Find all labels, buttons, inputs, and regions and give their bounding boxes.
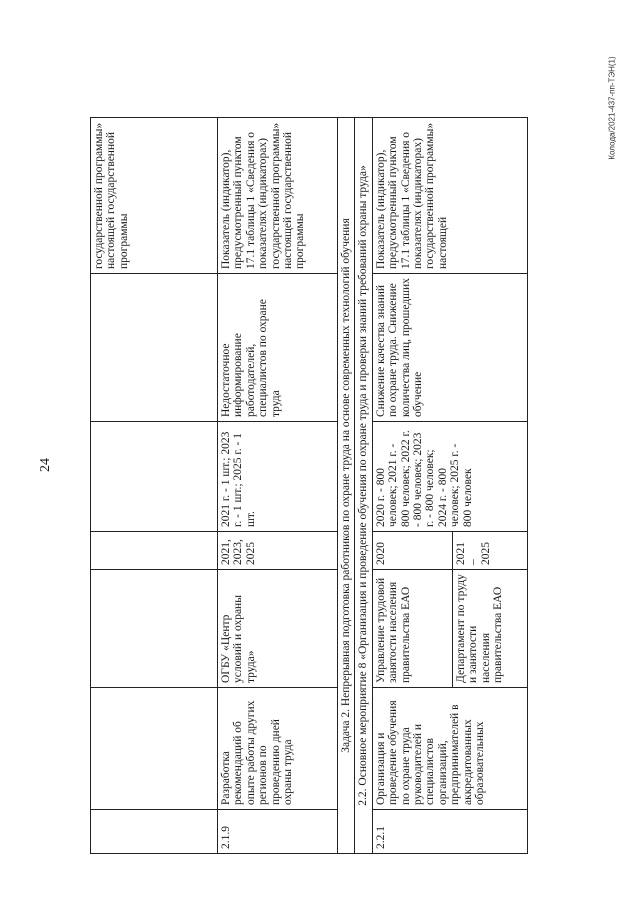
table-row-top <box>91 118 218 854</box>
cell-empty <box>91 688 218 810</box>
cell-years: 2020 <box>372 532 452 570</box>
program-table <box>90 117 528 854</box>
cell-result: 2020 г. - 800 человек; 2021 г. - 800 человек; 2022 г. - 800 человек; 2023 г. - 800 человек; 2024 г. - 800 человек; 2025 г. - 800 человек <box>372 422 527 532</box>
table-row-activity <box>355 118 372 854</box>
cell-number: 2.2.1 <box>372 810 527 854</box>
cell-executor: ОГБУ «Центр условий и охраны труда» <box>218 570 338 688</box>
cell-empty <box>91 532 218 570</box>
cell-activity-name: Организация и проведение обучения по охране труда руководителей и специалистов организаций, предпринимателей в аккредитованных образовательных <box>372 688 527 810</box>
cell-consequence: Снижение качества знаний по охране труда. Снижение количества лиц, прошедших обучение <box>372 274 527 422</box>
cell-years: 2021, 2023, 2025 <box>218 532 338 570</box>
cell-executor: Управление трудовой занятости населения правительства ЕАО <box>372 570 452 688</box>
task-heading: Задача 2. Непрерывная подготовка работников по охране труда на основе современных технологий обучения <box>338 118 355 854</box>
cell-empty <box>91 810 218 854</box>
table-row-2-2-1-a <box>372 118 452 854</box>
document-code: Колода/2021-437-пп-ТЭН(1) <box>607 56 617 160</box>
cell-result: 2021 г. - 1 шт.; 2023 г. - 1 шт.; 2025 г. - 1 шт. <box>218 422 338 532</box>
cell-empty <box>91 274 218 422</box>
cell-executor: Департамент по труду и занятости населения правительства ЕАО <box>452 570 527 688</box>
table-row-2-1-9 <box>218 118 338 854</box>
activity-heading: 2.2. Основное мероприятие 8 «Организация и проведение обучения по охране труда и проверки знаний требований охраны труда» <box>355 118 372 854</box>
cell-activity-name: Разработка рекомендаций об опыте работы других регионов по проведению дней охраны труда <box>218 688 338 810</box>
cell-empty <box>91 422 218 532</box>
cell-empty <box>91 570 218 688</box>
rotated-table-area <box>90 118 545 854</box>
cell-consequence: Недостаточное информирование работодателей, специалистов по охране труда <box>218 274 338 422</box>
table-row-task <box>338 118 355 854</box>
cell-number: 2.1.9 <box>218 810 338 854</box>
cell-indicator: государственной программы» настоящей государственной программы <box>91 118 218 274</box>
cell-indicator: Показатель (индикатор), предусмотренный пунктом 17.1 таблицы 1 «Сведения о показателях (индикаторах) государственной программы» настоящей государственной программы <box>218 118 338 274</box>
cell-indicator: Показатель (индикатор), предусмотренный пунктом 17.1 таблицы 1 «Сведения о показателях (индикаторах) государственной программы» настоящей <box>372 118 527 274</box>
page-number: 24 <box>38 458 53 472</box>
cell-years: 2021 – 2025 <box>452 532 527 570</box>
